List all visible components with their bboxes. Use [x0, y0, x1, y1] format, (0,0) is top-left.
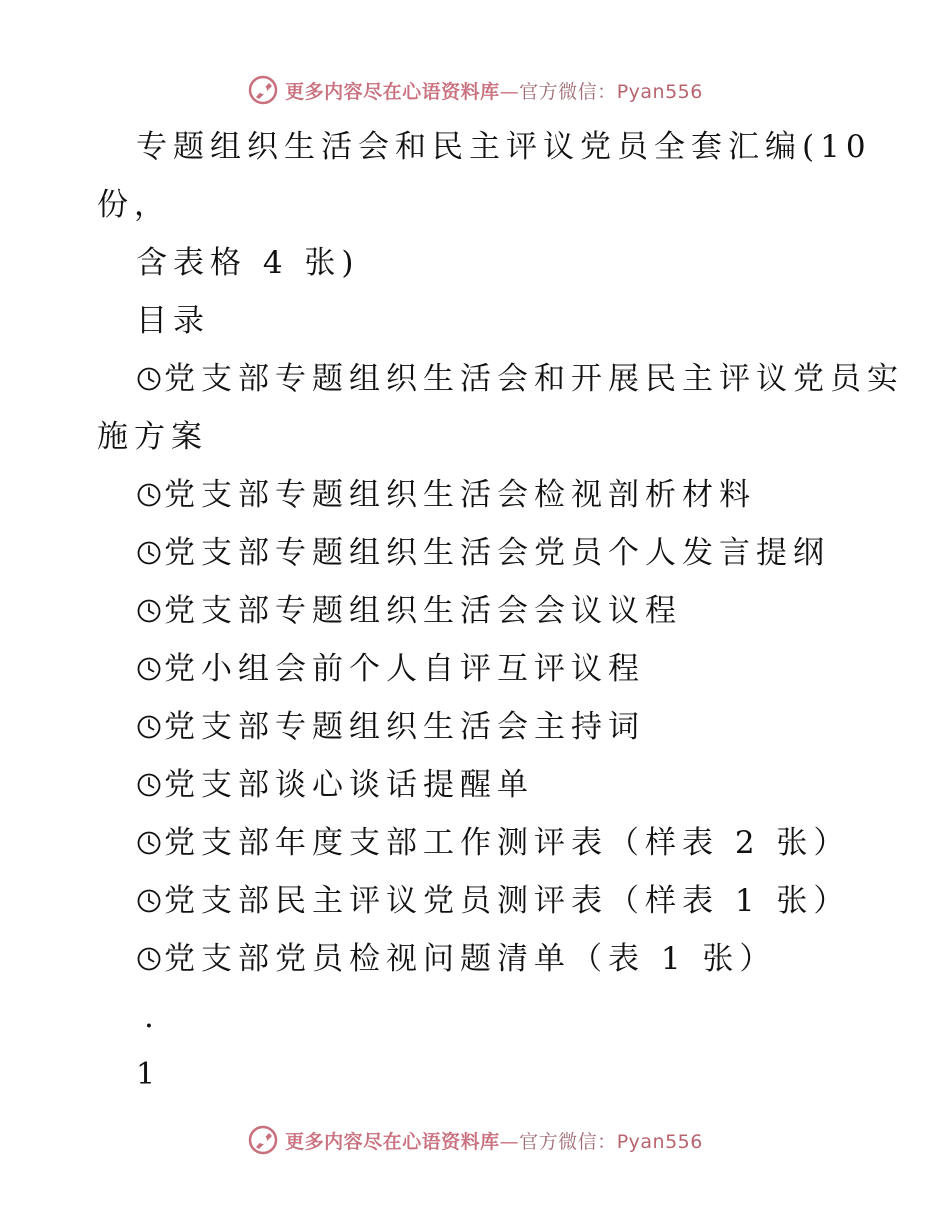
- clock-bullet-icon: [136, 540, 162, 566]
- watermark-dash: —: [499, 1130, 520, 1153]
- toc-item: [97, 466, 857, 524]
- toc-item: [97, 930, 857, 988]
- watermark-wechat-label: 官方微信：: [519, 1130, 617, 1153]
- title-line-1: 专题组织生活会和民主评议党员全套汇编(10: [136, 129, 872, 165]
- toc-item: [97, 524, 857, 582]
- toc-item-label: 党支部谈心谈话提醒单: [164, 767, 534, 803]
- toc-item-continuation: 施方案: [97, 419, 208, 455]
- clock-bullet-icon: [136, 482, 162, 508]
- separator-dot: .: [144, 999, 154, 1035]
- toc-item: [97, 698, 857, 756]
- watermark-dash: —: [499, 80, 520, 103]
- toc-item: [97, 640, 857, 698]
- title-line-2: 份，: [97, 187, 171, 223]
- clock-bullet-icon: [136, 656, 162, 682]
- toc-item: [97, 756, 857, 814]
- watermark-brand: 更多内容尽在心语资料库: [285, 1130, 500, 1153]
- watermark-wechat-id: Pyan556: [616, 1130, 703, 1153]
- clock-bullet-icon: [136, 714, 162, 740]
- page-number: 1: [136, 1057, 156, 1092]
- toc-item-label: 党支部专题组织生活会检视剖析材料: [164, 477, 756, 513]
- toc-item: [97, 872, 857, 930]
- toc-item-label: 党支部专题组织生活会主持词: [164, 709, 645, 745]
- clock-bullet-icon: [136, 366, 162, 392]
- toc-list: [97, 350, 904, 988]
- clock-bullet-icon: [136, 830, 162, 856]
- pen-logo-icon: [247, 1124, 279, 1156]
- toc-item-label: 党支部专题组织生活会和开展民主评议党员实: [164, 361, 904, 397]
- watermark-wechat-id: Pyan556: [616, 80, 703, 103]
- watermark-wechat-label: 官方微信：: [519, 80, 617, 103]
- title-line-3: 含表格 4 张): [136, 245, 360, 281]
- toc-heading: 目录: [136, 303, 210, 339]
- toc-item-label: 党支部民主评议党员测评表（样表 1 张）: [164, 883, 851, 919]
- toc-item: [97, 350, 904, 408]
- watermark-banner-bottom: [0, 1120, 950, 1160]
- clock-bullet-icon: [136, 888, 162, 914]
- toc-item-label: 党小组会前个人自评互评议程: [164, 651, 645, 687]
- watermark-banner-top: [0, 70, 950, 110]
- document-body: [97, 118, 904, 1104]
- toc-item-label: 党支部专题组织生活会会议议程: [164, 593, 682, 629]
- toc-item: [97, 582, 857, 640]
- pen-logo-icon: [247, 74, 279, 106]
- toc-item-label: 党支部党员检视问题清单（表 1 张）: [164, 941, 777, 977]
- clock-bullet-icon: [136, 598, 162, 624]
- toc-item: [97, 814, 857, 872]
- clock-bullet-icon: [136, 772, 162, 798]
- clock-bullet-icon: [136, 946, 162, 972]
- toc-item-label: 党支部专题组织生活会党员个人发言提纲: [164, 535, 830, 571]
- toc-item-label: 党支部年度支部工作测评表（样表 2 张）: [164, 825, 851, 861]
- watermark-brand: 更多内容尽在心语资料库: [285, 80, 500, 103]
